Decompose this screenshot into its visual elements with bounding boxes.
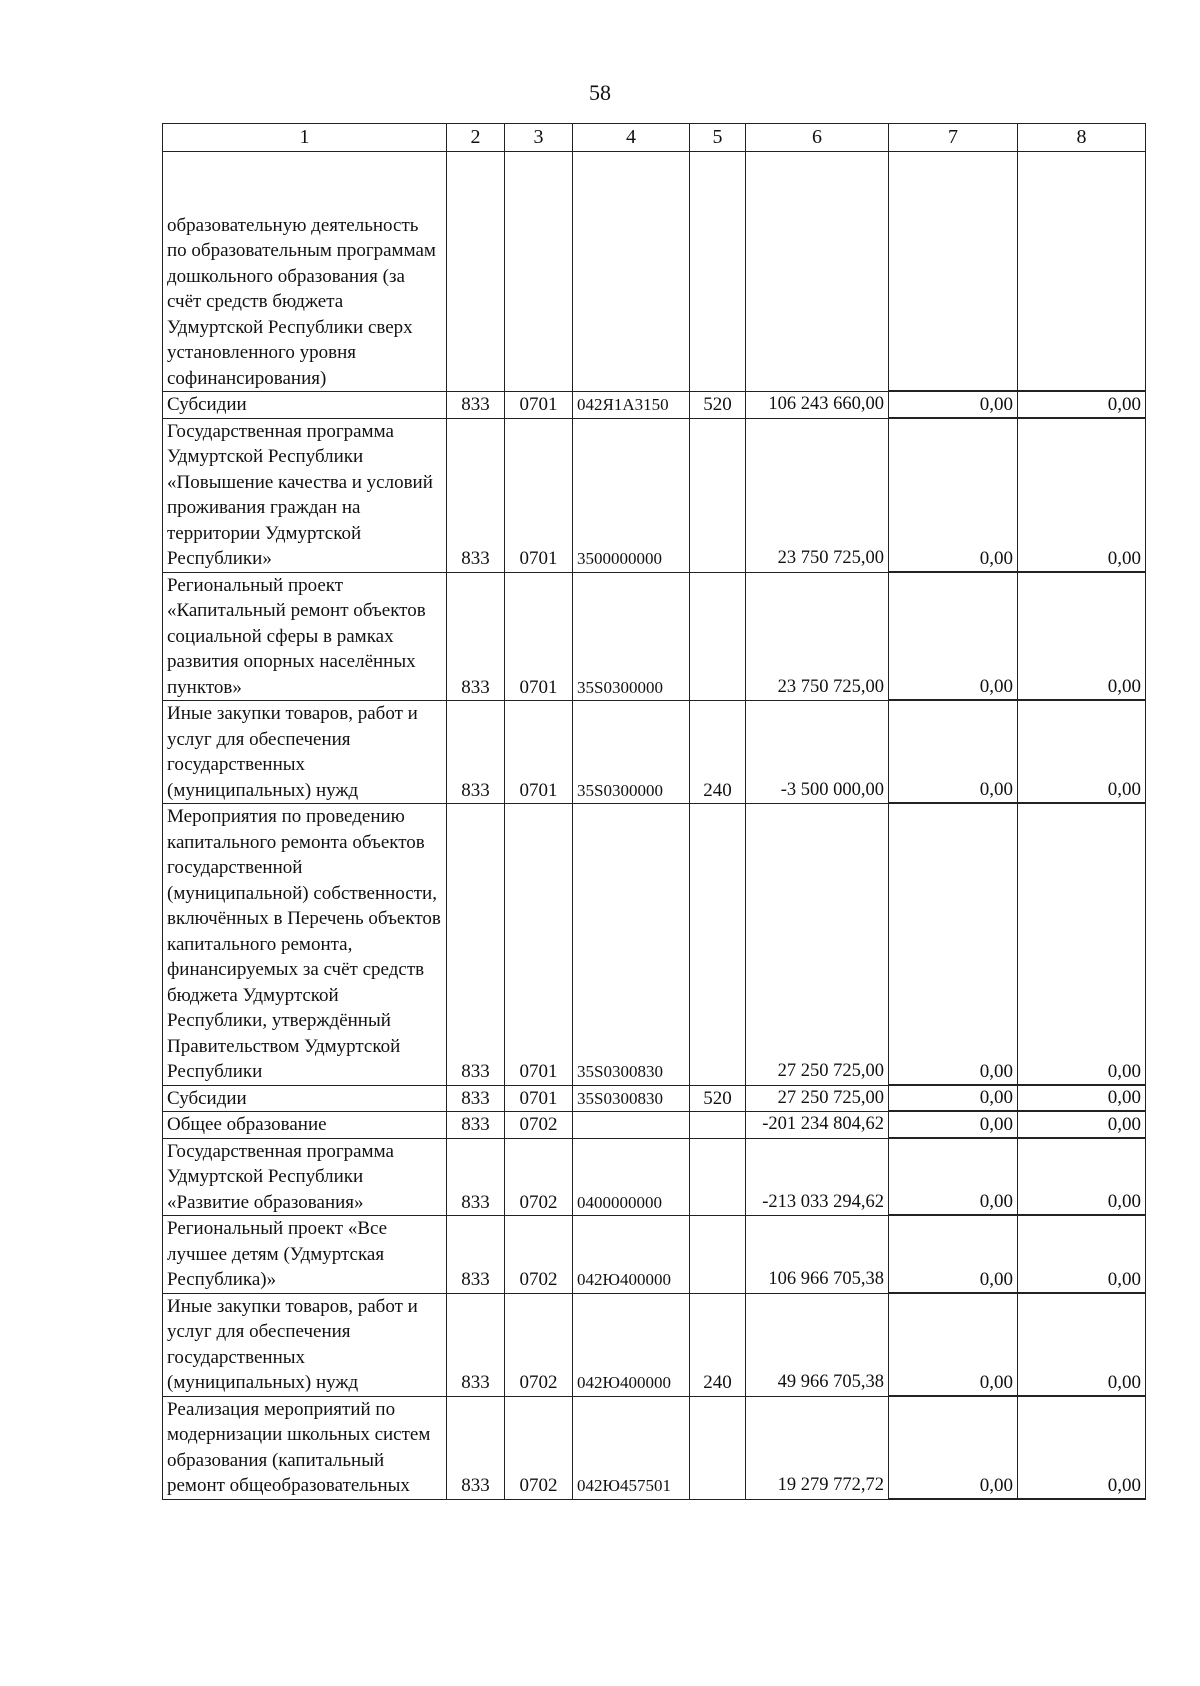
cell-target: 35S0300000: [573, 572, 690, 701]
cell-col7: 0,00: [889, 1138, 1018, 1216]
cell-section: 0701: [505, 804, 573, 1086]
cell-amount: 27 250 725,00: [746, 1085, 889, 1112]
cell-expense-type: [690, 152, 746, 392]
cell-amount: 23 750 725,00: [746, 572, 889, 701]
cell-section: 0701: [505, 1085, 573, 1112]
cell-ministry: 833: [447, 1293, 505, 1396]
cell-section: 0702: [505, 1293, 573, 1396]
cell-target: 3500000000: [573, 418, 690, 572]
cell-col7: [889, 152, 1018, 392]
cell-target: [573, 1112, 690, 1139]
cell-col8: 0,00: [1018, 392, 1146, 419]
cell-col7: 0,00: [889, 392, 1018, 419]
table-row: [163, 804, 1146, 1086]
table-row: [163, 1216, 1146, 1294]
row-name: Субсидии: [163, 392, 447, 419]
col-header-2: 2: [447, 124, 505, 152]
row-name: Государственная программа Удмуртской Республики «Развитие образования»: [163, 1138, 447, 1216]
cell-target: 042Ю400000: [573, 1293, 690, 1396]
cell-col7: 0,00: [889, 701, 1018, 804]
cell-amount: 106 966 705,38: [746, 1216, 889, 1294]
cell-expense-type: [690, 572, 746, 701]
cell-col7: 0,00: [889, 572, 1018, 701]
cell-expense-type: [690, 1138, 746, 1216]
row-name: Мероприятия по проведению капитального ремонта объектов государственной (муниципальной) собственности, включённых в Перечень объектов капитального ремонта, финансируемых за счёт средств бюджета Удмуртской Республики, утверждённый Правительством Удмуртской Республики: [163, 804, 447, 1086]
row-name: Иные закупки товаров, работ и услуг для обеспечения государственных (муниципальных) нужд: [163, 701, 447, 804]
cell-section: 0702: [505, 1396, 573, 1499]
cell-ministry: 833: [447, 1085, 505, 1112]
cell-col7: 0,00: [889, 1293, 1018, 1396]
cell-expense-type: 240: [690, 701, 746, 804]
cell-amount: 49 966 705,38: [746, 1293, 889, 1396]
row-name: Государственная программа Удмуртской Республики «Повышение качества и условий проживания граждан на территории Удмуртской Республики»: [163, 418, 447, 572]
cell-amount: [746, 152, 889, 392]
cell-expense-type: 520: [690, 1085, 746, 1112]
cell-expense-type: [690, 1396, 746, 1499]
cell-amount: 23 750 725,00: [746, 418, 889, 572]
cell-col8: 0,00: [1018, 1138, 1146, 1216]
cell-target: 35S0300000: [573, 701, 690, 804]
cell-amount: -3 500 000,00: [746, 701, 889, 804]
cell-expense-type: [690, 804, 746, 1086]
cell-expense-type: 240: [690, 1293, 746, 1396]
cell-amount: -213 033 294,62: [746, 1138, 889, 1216]
cell-col7: 0,00: [889, 1085, 1018, 1112]
col-header-4: 4: [573, 124, 690, 152]
cell-col8: 0,00: [1018, 1112, 1146, 1139]
cell-section: 0702: [505, 1138, 573, 1216]
row-name: Реализация мероприятий по модернизации школьных систем образования (капитальный ремонт общеобразовательных: [163, 1396, 447, 1499]
table-row: [163, 152, 1146, 392]
row-name: Региональный проект «Капитальный ремонт объектов социальной сферы в рамках развития опорных населённых пунктов»: [163, 572, 447, 701]
cell-ministry: 833: [447, 1216, 505, 1294]
cell-section: 0702: [505, 1216, 573, 1294]
cell-col8: 0,00: [1018, 1293, 1146, 1396]
table-row: [163, 572, 1146, 701]
cell-section: 0701: [505, 572, 573, 701]
cell-amount: 19 279 772,72: [746, 1396, 889, 1499]
cell-col7: 0,00: [889, 1396, 1018, 1499]
cell-ministry: [447, 152, 505, 392]
cell-col8: 0,00: [1018, 701, 1146, 804]
cell-col8: 0,00: [1018, 1085, 1146, 1112]
col-header-6: 6: [746, 124, 889, 152]
row-name: Общее образование: [163, 1112, 447, 1139]
cell-col8: 0,00: [1018, 572, 1146, 701]
table-row: [163, 1085, 1146, 1112]
cell-ministry: 833: [447, 392, 505, 419]
cell-ministry: 833: [447, 1112, 505, 1139]
row-name: Региональный проект «Все лучшее детям (Удмуртская Республика)»: [163, 1216, 447, 1294]
cell-col8: 0,00: [1018, 418, 1146, 572]
col-header-7: 7: [889, 124, 1018, 152]
cell-expense-type: [690, 1216, 746, 1294]
cell-amount: -201 234 804,62: [746, 1112, 889, 1139]
table-row: [163, 1112, 1146, 1139]
cell-target: 042Ю457501: [573, 1396, 690, 1499]
cell-section: [505, 152, 573, 392]
table-row: [163, 1138, 1146, 1216]
col-header-8: 8: [1018, 124, 1146, 152]
cell-amount: 27 250 725,00: [746, 804, 889, 1086]
cell-section: 0701: [505, 701, 573, 804]
cell-ministry: 833: [447, 1396, 505, 1499]
cell-ministry: 833: [447, 804, 505, 1086]
cell-amount: 106 243 660,00: [746, 392, 889, 419]
cell-target: 042Ю400000: [573, 1216, 690, 1294]
table-row: [163, 392, 1146, 419]
cell-expense-type: 520: [690, 392, 746, 419]
cell-ministry: 833: [447, 572, 505, 701]
cell-target: 0400000000: [573, 1138, 690, 1216]
cell-col7: 0,00: [889, 1112, 1018, 1139]
cell-target: 35S0300830: [573, 1085, 690, 1112]
cell-section: 0701: [505, 418, 573, 572]
cell-col8: [1018, 152, 1146, 392]
row-name: образовательную деятельность по образовательным программам дошкольного образования (за счёт средств бюджета Удмуртской Республики сверх установленного уровня софинансирования): [163, 152, 447, 392]
cell-ministry: 833: [447, 418, 505, 572]
cell-col7: 0,00: [889, 418, 1018, 572]
cell-section: 0702: [505, 1112, 573, 1139]
cell-target: 042Я1А3150: [573, 392, 690, 419]
cell-col8: 0,00: [1018, 1216, 1146, 1294]
table-row: [163, 1396, 1146, 1499]
cell-col7: 0,00: [889, 804, 1018, 1086]
page-number: 58: [589, 80, 611, 105]
cell-target: 35S0300830: [573, 804, 690, 1086]
table-row: [163, 1293, 1146, 1396]
cell-target: [573, 152, 690, 392]
cell-col8: 0,00: [1018, 804, 1146, 1086]
col-header-1: 1: [163, 124, 447, 152]
cell-ministry: 833: [447, 1138, 505, 1216]
cell-section: 0701: [505, 392, 573, 419]
col-header-5: 5: [690, 124, 746, 152]
row-name: Иные закупки товаров, работ и услуг для обеспечения государственных (муниципальных) нужд: [163, 1293, 447, 1396]
table-row: [163, 701, 1146, 804]
cell-ministry: 833: [447, 701, 505, 804]
col-header-3: 3: [505, 124, 573, 152]
header-row: [163, 124, 1146, 152]
row-name: Субсидии: [163, 1085, 447, 1112]
budget-table: [162, 123, 1146, 1500]
cell-expense-type: [690, 1112, 746, 1139]
cell-col7: 0,00: [889, 1216, 1018, 1294]
cell-expense-type: [690, 418, 746, 572]
table-row: [163, 418, 1146, 572]
cell-col8: 0,00: [1018, 1396, 1146, 1499]
